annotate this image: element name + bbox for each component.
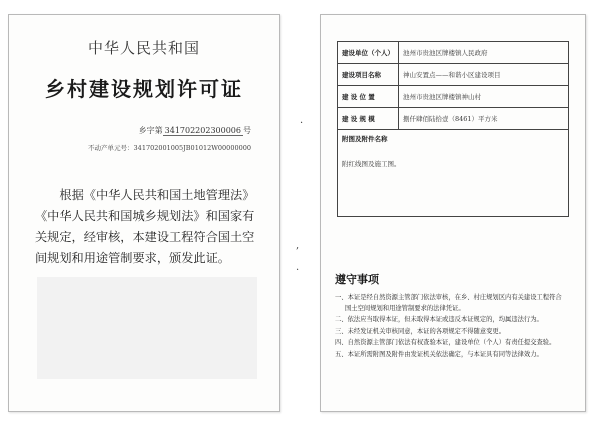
country-name: 中华人民共和国: [87, 39, 200, 57]
rule-item: 五、本证所需附图及附件由发证机关依法确定，与本证具有同等法律效力。: [335, 350, 543, 358]
cert-no-value: 341702202300006: [164, 126, 241, 135]
estate-unit-number: [88, 143, 251, 152]
blank-area: [37, 277, 257, 379]
table-row: [338, 86, 569, 108]
rule-item: 三、未经发证机关审核同意，本证的各项规定不得随意变更。: [335, 327, 506, 335]
scan-mark: ·: [300, 118, 304, 129]
project-info-table: [337, 41, 569, 217]
attachments-row: [338, 130, 569, 217]
cert-no-prefix: 乡字第: [138, 126, 163, 135]
attachments-value: 附红线图及施工图。: [342, 160, 401, 168]
rule-item: 一、本证是经自然资源主管部门依法审核，在乡、村庄规划区内有关建设工程符合国土空间规划和用途管制要求的法律凭证。: [335, 294, 562, 312]
row-value: 池州市贵池区牌楼镇人民政府: [399, 42, 569, 64]
certificate-number: [139, 125, 251, 136]
certificate-details-page: [320, 14, 586, 412]
table-row: [338, 64, 569, 86]
row-value: 神山安置点——和谐小区建设项目: [399, 64, 569, 86]
scan-mark: ,: [296, 240, 300, 251]
row-label: 建 设 规 模: [338, 108, 399, 130]
rules-list: [335, 293, 567, 361]
attachments-label: 附图及附件名称: [342, 135, 388, 143]
scan-mark: .: [296, 262, 300, 273]
row-label: 建设项目名称: [338, 64, 399, 86]
certificate-title: 乡村建设规划许可证: [45, 77, 243, 101]
cert-no-suffix: 号: [243, 126, 251, 135]
rule-item: 二、依法应当取得本证，但未取得本证或违反本证规定的，均属违法行为。: [335, 316, 543, 323]
certificate-body-text: 根据《中华人民共和国土地管理法》《中华人民共和国城乡规划法》和国家有关规定，经审核，本建设工程符合国土空间规划和用途管制要求，颁发此证。: [35, 188, 255, 265]
attachments-cell: [338, 130, 569, 217]
rule-item: 四、自然资源主管部门依法有权查验本证，建设单位（个人）有责任提交查验。: [335, 339, 556, 346]
row-value: 捌仟肆佰陆拾壹（8461）平方米: [399, 108, 569, 130]
estate-no-label: 不动产单元号：: [88, 144, 134, 152]
row-value: 池州市贵池区牌楼镇神山村: [399, 86, 569, 108]
row-label: 建设单位（个人）: [338, 42, 399, 64]
certificate-cover-page: [8, 14, 280, 412]
rules-title: 遵守事项: [335, 273, 379, 286]
table-row: [338, 42, 569, 64]
row-label: 建 设 位 置: [338, 86, 399, 108]
table-row: [338, 108, 569, 130]
estate-no-value: 341702001005JB01012W00000000: [133, 144, 251, 152]
